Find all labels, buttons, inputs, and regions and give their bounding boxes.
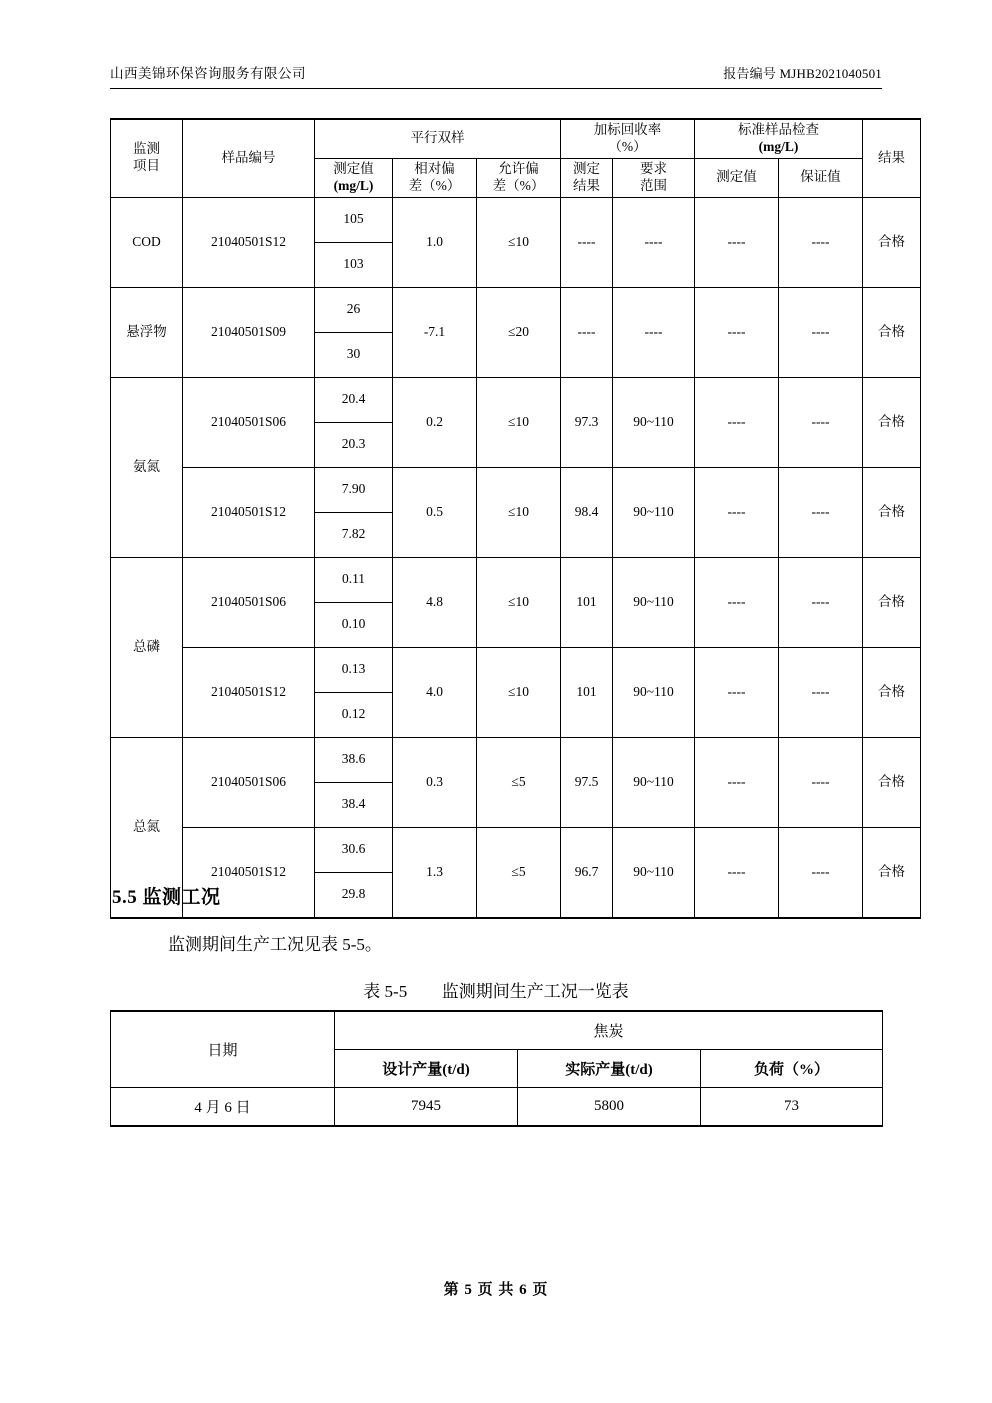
cell-std-guaranteed: ---- [779, 467, 863, 557]
header-measured [315, 158, 393, 197]
cell-result: 合格 [863, 287, 921, 377]
cell-std-measured: ---- [695, 197, 779, 287]
ops-cell-actual-output: 5800 [518, 1088, 701, 1127]
cell-std-measured: ---- [695, 647, 779, 737]
cell-measured-1: 105 [315, 197, 393, 242]
header-std-line1: 标准样品检查 [738, 122, 819, 137]
cell-spike-measured: 97.5 [561, 737, 613, 827]
ops-cell-date: 4 月 6 日 [111, 1088, 335, 1127]
ops-header-row-1 [111, 1011, 883, 1050]
cell-spike-measured: 96.7 [561, 827, 613, 918]
ops-cell-load: 73 [701, 1088, 883, 1127]
ops-header-load: 负荷（%） [701, 1050, 883, 1088]
cell-relative-deviation: 4.8 [393, 557, 477, 647]
table-caption-text: 监测期间生产工况一览表 [441, 982, 629, 1001]
cell-allowed-deviation: ≤10 [477, 557, 561, 647]
cell-measured-1: 0.13 [315, 647, 393, 692]
qc-table [110, 118, 921, 919]
table-caption [110, 977, 882, 1002]
cell-measured-2: 0.12 [315, 692, 393, 737]
ops-header-date: 日期 [111, 1011, 335, 1088]
cell-result: 合格 [863, 197, 921, 287]
cell-spike-range: 90~110 [613, 827, 695, 918]
cell-result: 合格 [863, 377, 921, 467]
cell-std-guaranteed: ---- [779, 377, 863, 467]
cell-allowed-deviation: ≤10 [477, 197, 561, 287]
page-footer: 第 5 页 共 6 页 [443, 1282, 549, 1298]
header-allowdev-line1: 允许偏 [498, 160, 539, 176]
qc-table-wrapper [110, 118, 905, 919]
cell-spike-measured: 101 [561, 557, 613, 647]
header-measured-line1: 测定值 [333, 160, 374, 176]
cell-measured-1: 0.11 [315, 557, 393, 602]
header-std-measured: 测定值 [695, 158, 779, 197]
cell-std-measured: ---- [695, 467, 779, 557]
report-number: 报告编号 MJHB2021040501 [723, 66, 882, 81]
ops-header-design-output: 设计产量(t/d) [335, 1050, 518, 1088]
cell-sample-no: 21040501S12 [183, 647, 315, 737]
ops-header-group: 焦炭 [335, 1011, 883, 1050]
cell-measured-2: 7.82 [315, 512, 393, 557]
cell-measured-1: 7.90 [315, 467, 393, 512]
cell-std-guaranteed: ---- [779, 287, 863, 377]
header-sample-no: 样品编号 [183, 119, 315, 197]
table-row [111, 467, 921, 512]
cell-sample-no: 21040501S09 [183, 287, 315, 377]
cell-allowed-deviation: ≤10 [477, 467, 561, 557]
cell-spike-measured: ---- [561, 197, 613, 287]
table-row [111, 287, 921, 332]
cell-measured-1: 30.6 [315, 827, 393, 872]
header-reldev-line1: 相对偏 [414, 160, 455, 176]
cell-sample-no: 21040501S12 [183, 197, 315, 287]
cell-relative-deviation: 1.3 [393, 827, 477, 918]
cell-measured-2: 103 [315, 242, 393, 287]
cell-allowed-deviation: ≤5 [477, 737, 561, 827]
cell-spike-range: 90~110 [613, 647, 695, 737]
header-std-sample [695, 119, 863, 158]
header-spike-line2: （%） [608, 138, 647, 154]
cell-item: COD [111, 197, 183, 287]
header-spike-line1: 加标回收率 [593, 122, 662, 137]
table-row [111, 647, 921, 692]
header-reldev-line2: 差（%） [408, 177, 461, 193]
header-spike-range [613, 158, 695, 197]
cell-sample-no: 21040501S06 [183, 737, 315, 827]
ops-table-wrapper [110, 1010, 882, 1127]
cell-measured-1: 38.6 [315, 737, 393, 782]
company-name: 山西美锦环保咨询服务有限公司 [110, 66, 306, 81]
header-item [111, 119, 183, 197]
cell-std-measured: ---- [695, 377, 779, 467]
table-row [111, 737, 921, 782]
cell-std-measured: ---- [695, 737, 779, 827]
table-row [111, 377, 921, 422]
cell-result: 合格 [863, 557, 921, 647]
cell-measured-2: 29.8 [315, 872, 393, 918]
cell-item: 悬浮物 [111, 287, 183, 377]
header-spike-measured [561, 158, 613, 197]
cell-relative-deviation: 0.5 [393, 467, 477, 557]
cell-measured-2: 0.10 [315, 602, 393, 647]
header-parallel: 平行双样 [315, 119, 561, 158]
cell-relative-deviation: 4.0 [393, 647, 477, 737]
cell-result: 合格 [863, 467, 921, 557]
cell-spike-measured: 98.4 [561, 467, 613, 557]
cell-std-measured: ---- [695, 287, 779, 377]
header-std-line2: (mg/L) [758, 138, 799, 154]
cell-std-guaranteed: ---- [779, 737, 863, 827]
cell-spike-measured: 97.3 [561, 377, 613, 467]
header-spike-recovery [561, 119, 695, 158]
cell-spike-range: 90~110 [613, 557, 695, 647]
header-result: 结果 [863, 119, 921, 197]
cell-item: 氨氮 [111, 377, 183, 557]
cell-std-guaranteed: ---- [779, 647, 863, 737]
header-allowdev-line2: 差（%） [492, 177, 545, 193]
section-heading: 5.5 监测工况 [112, 887, 221, 908]
cell-spike-range: ---- [613, 287, 695, 377]
cell-spike-measured: 101 [561, 647, 613, 737]
cell-relative-deviation: 1.0 [393, 197, 477, 287]
cell-relative-deviation: 0.3 [393, 737, 477, 827]
cell-item: 总磷 [111, 557, 183, 737]
cell-measured-2: 30 [315, 332, 393, 377]
section-paragraph: 监测期间生产工况见表 5-5。 [168, 935, 382, 954]
ops-table [110, 1010, 883, 1127]
cell-allowed-deviation: ≤5 [477, 827, 561, 918]
cell-measured-1: 20.4 [315, 377, 393, 422]
header-measured-line2: (mg/L) [333, 177, 374, 193]
cell-spike-range: ---- [613, 197, 695, 287]
ops-header-actual-output: 实际产量(t/d) [518, 1050, 701, 1088]
header-allowed-deviation [477, 158, 561, 197]
table-row [111, 1088, 883, 1127]
cell-item: 总氮 [111, 737, 183, 918]
header-spikeres-line1: 测定 [573, 160, 600, 176]
cell-spike-measured: ---- [561, 287, 613, 377]
header-spikerange-line1: 要求 [640, 160, 667, 176]
header-spikeres-line2: 结果 [573, 177, 600, 193]
cell-spike-range: 90~110 [613, 467, 695, 557]
cell-spike-range: 90~110 [613, 377, 695, 467]
cell-allowed-deviation: ≤20 [477, 287, 561, 377]
cell-std-guaranteed: ---- [779, 827, 863, 918]
header-item-line1: 监测 [133, 141, 160, 157]
header-spikerange-line2: 范围 [640, 177, 667, 193]
table-row [111, 557, 921, 602]
cell-spike-range: 90~110 [613, 737, 695, 827]
cell-measured-2: 38.4 [315, 782, 393, 827]
cell-std-guaranteed: ---- [779, 197, 863, 287]
cell-std-measured: ---- [695, 827, 779, 918]
cell-std-measured: ---- [695, 557, 779, 647]
cell-relative-deviation: -7.1 [393, 287, 477, 377]
header-item-line2: 项目 [133, 158, 160, 174]
cell-measured-2: 20.3 [315, 422, 393, 467]
cell-sample-no: 21040501S06 [183, 377, 315, 467]
page-header [110, 62, 882, 89]
cell-allowed-deviation: ≤10 [477, 647, 561, 737]
table-caption-label: 表 5-5 [363, 982, 408, 1001]
cell-std-guaranteed: ---- [779, 557, 863, 647]
table-row [111, 197, 921, 242]
cell-result: 合格 [863, 647, 921, 737]
cell-sample-no: 21040501S12 [183, 467, 315, 557]
cell-measured-1: 26 [315, 287, 393, 332]
cell-sample-no: 21040501S06 [183, 557, 315, 647]
cell-allowed-deviation: ≤10 [477, 377, 561, 467]
ops-cell-design-output: 7945 [335, 1088, 518, 1127]
table-row [111, 827, 921, 872]
cell-sample-no: 21040501S12 [183, 827, 315, 918]
cell-result: 合格 [863, 827, 921, 918]
header-std-guaranteed: 保证值 [779, 158, 863, 197]
qc-header-row-1 [111, 119, 921, 158]
header-relative-deviation [393, 158, 477, 197]
cell-result: 合格 [863, 737, 921, 827]
cell-relative-deviation: 0.2 [393, 377, 477, 467]
